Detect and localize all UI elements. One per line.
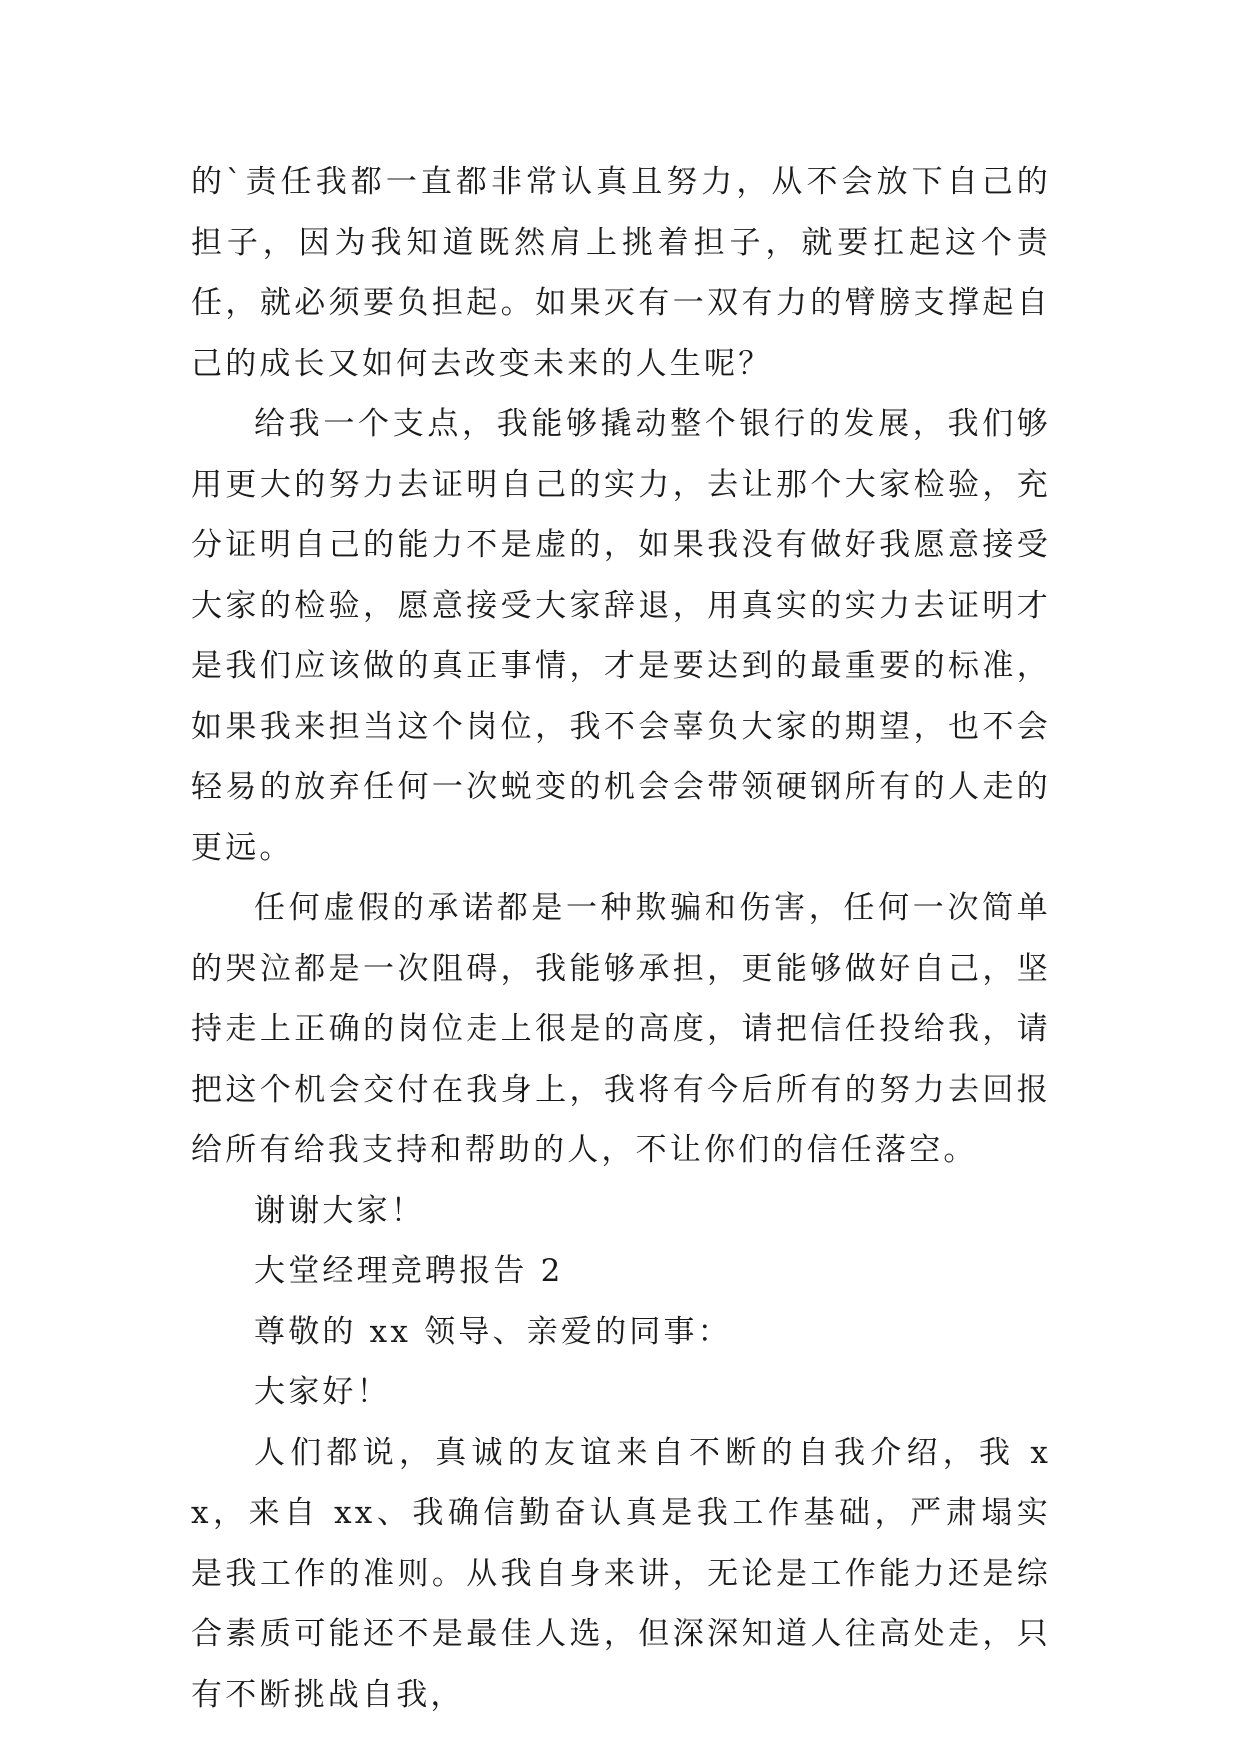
document-body — [191, 152, 1051, 1725]
paragraph-promise: 任何虚假的承诺都是一种欺骗和伤害，任何一次简单的哭泣都是一次阻碍，我能够承担，更能够做好自己，坚持走上正确的岗位走上很是的高度，请把信任投给我，请把这个机会交付在我身上，我将有今后所有的努力去回报给所有给我支持和帮助的人，不让你们的信任落空。 — [191, 890, 1051, 1168]
paragraph-introduction: 人们都说，真诚的友谊来自不断的自我介绍，我 xx，来自 xx、我确信勤奋认真是我工作基础，严肃塌实是我工作的准则。从我自身来讲，无论是工作能力还是综合素质可能还不是最佳人选，但深深知道人往高处走，只有不断挑战自我， — [191, 1434, 1051, 1713]
paragraph-thanks: 谢谢大家！ — [254, 1192, 425, 1229]
section-title: 大堂经理竞聘报告 2 — [254, 1253, 564, 1289]
salutation: 尊敬的 xx 领导、亲爱的同事： — [254, 1313, 732, 1350]
paragraph-responsibility: 的`责任我都一直都非常认真且努力，从不会放下自己的担子，因为我知道既然肩上挑着担子，就要扛起这个责任，就必须要负担起。如果灭有一双有力的臂膀支撑起自己的成长又如何去改变未来的人生呢？ — [191, 164, 1051, 382]
greeting: 大家好！ — [254, 1374, 391, 1410]
paragraph-fulcrum: 给我一个支点，我能够撬动整个银行的发展，我们够用更大的努力去证明自己的实力，去让那个大家检验，充分证明自己的能力不是虚的，如果我没有做好我愿意接受大家的检验，愿意接受大家辞退，用真实的实力去证明才是我们应该做的真正事情，才是要达到的最重要的标准，如果我来担当这个岗位，我不会辜负大家的期望，也不会轻易的放弃任何一次蜕变的机会会带领硬钢所有的人走的更远。 — [191, 406, 1051, 866]
